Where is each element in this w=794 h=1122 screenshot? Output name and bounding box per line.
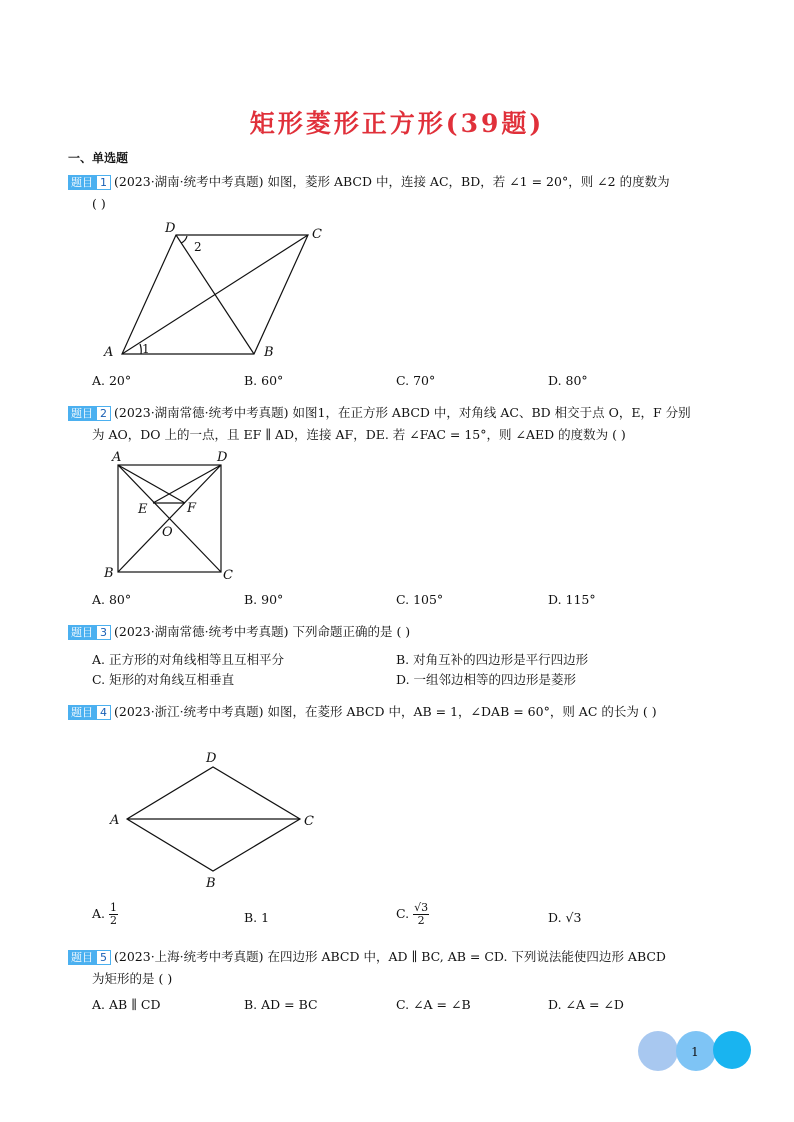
page-number: 1: [691, 1045, 699, 1059]
option-b[interactable]: B. AD = BC: [244, 997, 318, 1012]
option-a[interactable]: A. $\frac{1}{2}$: [92, 901, 117, 927]
label-B: B: [206, 876, 216, 891]
fraction: $\frac{1}{2}$: [110, 901, 117, 927]
option-c[interactable]: C. 矩形的对角线互相垂直: [92, 672, 235, 687]
option-b[interactable]: B. 对角互补的四边形是平行四边形: [396, 652, 589, 667]
question-text: (2023·湖南常德·统考中考真题) 下列命题正确的是 ( ): [114, 624, 411, 639]
question-text: (2023·湖南·统考中考真题) 如图，菱形 ABCD 中，连接 AC，BD，若 ∠1 = 20°，则 ∠2 的度数为: [114, 174, 670, 189]
question-text-cont: 为矩形的是 ( ): [92, 971, 173, 986]
question-text: (2023·湖南常德·统考中考真题) 如图1，在正方形 ABCD 中，对角线 AC、BD 相交于点 O，E，F 分别: [114, 405, 691, 420]
label-C: C: [304, 814, 314, 829]
fraction: $\frac{√3}{2}$: [414, 901, 429, 927]
option-b[interactable]: B. 90°: [244, 592, 284, 607]
question-badge: 题目 1: [68, 175, 111, 190]
question-badge: 题目 2: [68, 406, 111, 421]
option-a[interactable]: A. AB ∥ CD: [92, 997, 161, 1012]
option-d[interactable]: D. ∠A = ∠D: [548, 997, 624, 1012]
question-text: (2023·上海·统考中考真题) 在四边形 ABCD 中，AD ∥ BC, AB = CD. 下列说法能使四边形 ABCD: [114, 949, 666, 964]
option-a[interactable]: A. 正方形的对角线相等且互相平分: [92, 652, 284, 667]
square-figure-q2: [100, 448, 240, 583]
question-badge: 题目 3: [68, 625, 111, 640]
label-A: A: [110, 813, 120, 828]
label-D: D: [217, 450, 228, 465]
label-angle-1: 1: [142, 342, 150, 356]
option-c[interactable]: C. 70°: [396, 373, 436, 388]
option-a[interactable]: A. 20°: [92, 373, 132, 388]
option-b[interactable]: B. 60°: [244, 373, 284, 388]
label-D: D: [165, 221, 176, 236]
label-F: F: [187, 501, 197, 516]
option-d[interactable]: D. 一组邻边相等的四边形是菱形: [396, 672, 577, 687]
rhombus-figure-q1: [100, 220, 340, 365]
question-text-cont: 为 AO，DO 上的一点，且 EF ∥ AD，连接 AF，DE. 若 ∠FAC = 15°，则 ∠AED 的度数为 ( ): [92, 427, 626, 442]
question-4: [68, 701, 657, 723]
answer-blank: ( ): [92, 196, 106, 211]
label-E: E: [138, 502, 148, 517]
question-badge: 题目 5: [68, 950, 111, 965]
option-a[interactable]: A. 80°: [92, 592, 132, 607]
label-B: B: [264, 345, 274, 360]
option-d[interactable]: D. 115°: [548, 592, 596, 607]
question-1: [68, 171, 670, 215]
page-circle-right: [713, 1031, 751, 1069]
label-A: A: [104, 345, 114, 360]
label-D: D: [206, 751, 217, 766]
option-c[interactable]: C. 105°: [396, 592, 444, 607]
question-2: [68, 402, 691, 446]
section-heading: 一、单选题: [68, 151, 129, 165]
option-d[interactable]: D. √3: [548, 910, 582, 925]
option-d[interactable]: D. 80°: [548, 373, 588, 388]
label-C: C: [223, 568, 233, 583]
label-O: O: [162, 525, 173, 540]
label-angle-2: 2: [194, 240, 202, 254]
label-A: A: [112, 450, 122, 465]
question-badge: 题目 4: [68, 705, 111, 720]
question-text: (2023·浙江·统考中考真题) 如图，在菱形 ABCD 中，AB = 1，∠DAB = 60°，则 AC 的长为 ( ): [114, 704, 657, 719]
label-C: C: [312, 227, 322, 242]
page-circle-left: [638, 1031, 678, 1071]
rhombus-figure-q4: [100, 742, 330, 892]
option-c[interactable]: C. ∠A = ∠B: [396, 997, 471, 1012]
question-5: [68, 946, 666, 990]
question-3: [68, 621, 410, 643]
option-c[interactable]: C. $\frac{√3}{2}$: [396, 901, 429, 927]
option-b[interactable]: B. 1: [244, 910, 270, 925]
label-B: B: [104, 566, 114, 581]
page-title: 矩形菱形正方形(39题): [249, 109, 545, 138]
